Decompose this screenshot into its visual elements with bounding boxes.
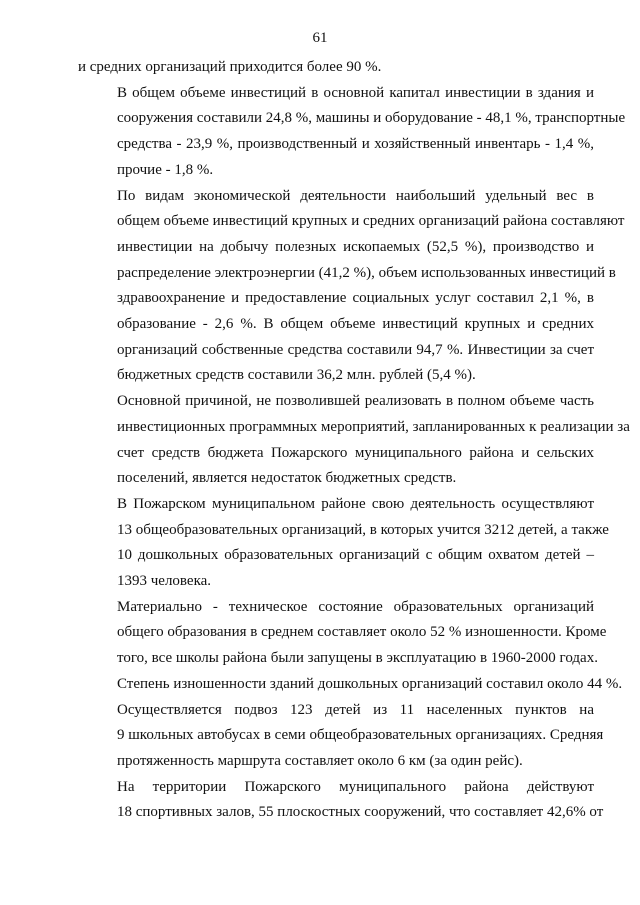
text-line: 10 дошкольных образовательных организаций с общим охватом детей – [117,547,594,564]
text-line: инвестиционных программных мероприятий, запланированных к реализации за [117,418,630,435]
text-line: счет средств бюджета Пожарского муниципального района и сельских [117,444,594,461]
text-line: поселений, является недостаток бюджетных средств. [117,470,457,487]
text-line: 9 школьных автобусах в семи общеобразовательных организациях. Средняя [117,727,604,744]
text-line: средства - 23,9 %, производственный и хозяйственный инвентарь - 1,4 %, [117,136,594,153]
text-line: В общем объеме инвестиций в основной капитал инвестиции в здания и [117,84,594,101]
paragraph [78,184,625,390]
text-line: общем объеме инвестиций крупных и средних организаций района составляют [117,213,625,230]
text-line: протяженность маршрута составляет около 6 км (за один рейс). [117,752,523,769]
text-line: сооружения составили 24,8 %, машины и оборудование - 48,1 %, транспортные [117,110,626,127]
text-line: По видам экономической деятельности наибольший удельный вес в [117,187,594,204]
text-line: прочие - 1,8 %. [117,161,214,178]
paragraph [78,595,623,698]
document-body [78,55,630,826]
text-line: Осуществляется подвоз 123 детей из 11 населенных пунктов на [117,701,594,718]
text-line: того, все школы района были запущены в эксплуатацию в 1960-2000 годах. [117,650,598,667]
paragraph [78,492,609,595]
text-line: Материально - техническое состояние образовательных организаций [117,598,594,615]
text-line: Основной причиной, не позволившей реализовать в полном объеме часть [117,393,594,410]
text-line: бюджетных средств составили 36,2 млн. рублей (5,4 %). [117,367,476,384]
text-line: На территории Пожарского муниципального района действуют [117,778,594,795]
paragraph [78,698,604,775]
text-line: Степень изношенности зданий дошкольных организаций составил около 44 %. [117,675,623,692]
paragraph [78,775,604,826]
text-line: 13 общеобразовательных организаций, в которых учится 3212 детей, а также [117,521,609,538]
paragraph [78,55,594,81]
text-line: организаций собственные средства составили 94,7 %. Инвестиции за счет [117,341,594,358]
text-line: инвестиции на добычу полезных ископаемых (52,5 %), производство и [117,238,594,255]
text-line: распределение электроэнергии (41,2 %), объем использованных инвестиций в [117,264,616,281]
text-line: образование - 2,6 %. В общем объеме инвестиций крупных и средних [117,316,594,333]
text-line: здравоохранение и предоставление социальных услуг составил 2,1 %, в [117,290,594,307]
text-line: 18 спортивных залов, 55 плоскостных сооружений, что составляет 42,6% от [117,804,604,821]
text-line: В Пожарском муниципальном районе свою деятельность осуществляют [117,495,594,512]
paragraph [78,81,626,184]
paragraph [78,389,630,492]
text-line: и средних организаций приходится более 90 %. [78,59,382,75]
page-number: 61 [312,30,328,46]
text-line: общего образования в среднем составляет около 52 % изношенности. Кроме [117,624,607,641]
text-line: 1393 человека. [117,573,212,590]
